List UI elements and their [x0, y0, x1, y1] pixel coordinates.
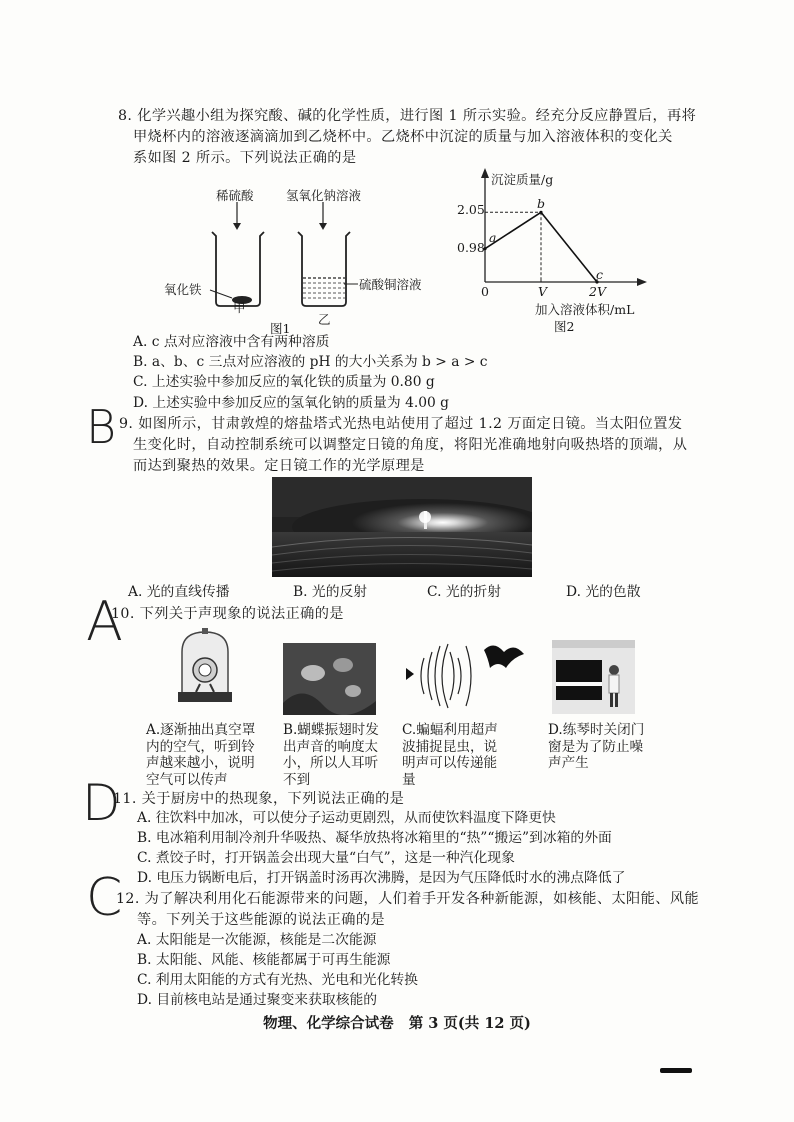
q10-handwritten-answer: A [86, 590, 123, 653]
bell-jar-image [170, 626, 240, 708]
chart-caption: 图2 [554, 319, 575, 334]
label-dilute-sulfuric-acid: 稀硫酸 [216, 188, 254, 203]
data-point-b [539, 211, 542, 214]
point-label-c: c [596, 267, 604, 282]
chart-xlabel: 加入溶液体积/mL [535, 302, 635, 317]
q8-line-1: 8. 化学兴趣小组为探究酸、碱的化学性质，进行图 1 所示实验。经充分反应静置后，再将 [118, 108, 697, 124]
figure-2-chart [455, 164, 695, 340]
q10-option-a-line: 内的空气，听到铃 [146, 738, 255, 755]
q9-line-3: 而达到聚热的效果。定日镜工作的光学原理是 [133, 458, 425, 474]
q11-handwritten-answer: D [82, 774, 121, 832]
solar-plant-photo [272, 477, 532, 577]
piano-photo [552, 640, 635, 714]
y-tick-0.98: 0.98 [457, 240, 485, 255]
label-jia: 甲 [233, 300, 246, 315]
q10-option-a [146, 722, 255, 788]
q11-stem: 11. 关于厨房中的热现象，下列说法正确的是 [113, 791, 405, 807]
x-tick-0: 0 [481, 284, 489, 299]
q10-option-d [548, 722, 644, 772]
q11-option-b: B. 电冰箱利用制冷剂升华吸热、凝华放热将冰箱里的“热”“搬运”到冰箱的外面 [137, 830, 612, 846]
q10-option-d-line: D.练琴时关闭门 [548, 722, 645, 738]
bat-ultrasound-image [398, 638, 528, 716]
figure-1-beakers [160, 182, 422, 342]
q8-option-d: D. 上述实验中参加反应的氢氧化钠的质量为 4.00 g [133, 395, 450, 411]
series-segment [541, 212, 597, 282]
q10-option-a-line: A.逐渐抽出真空罩 [146, 722, 256, 738]
q11-option-d: D. 电压力锅断电后，打开锅盖时汤再次沸腾，是因为气压降低时水的沸点降低了 [137, 870, 626, 886]
q10-option-c-line: 明声可以传递能 [402, 755, 498, 771]
q11-option-a: A. 往饮料中加冰，可以使分子运动更剧烈，从而使饮料温度下降更快 [137, 810, 556, 826]
label-sodium-hydroxide: 氢氧化钠溶液 [286, 188, 362, 203]
heliostat-field-image [272, 477, 532, 577]
figure-1-caption: 图1 [270, 321, 291, 336]
q10-option-b [283, 722, 379, 788]
q12-option-b: B. 太阳能、风能、核能都属于可再生能源 [137, 952, 391, 968]
y-tick-2.05: 2.05 [457, 202, 485, 217]
q9-line-1: 9. 如图所示，甘肃敦煌的熔盐塔式光热电站使用了超过 1.2 万面定日镜。当太阳位置发 [119, 416, 683, 432]
q10-option-b-line: 小，所以人耳听 [283, 755, 379, 771]
q9-option-b: B. 光的反射 [293, 584, 368, 600]
bell-jar-drawing [170, 626, 240, 708]
q10-option-a-line: 声越来越小，说明 [146, 755, 255, 771]
label-copper-sulfate: 硫酸铜溶液 [359, 277, 422, 292]
q8-option-a: A. c 点对应溶液中含有两种溶质 [133, 334, 330, 350]
beakers-diagram [160, 182, 390, 342]
q10-option-c-line: C.蝙蝠利用超声 [402, 722, 498, 738]
page-footer: 物理、化学综合试卷 第 3 页(共 12 页) [263, 1015, 531, 1032]
q12-option-d: D. 目前核电站是通过聚变来获取核能的 [137, 992, 378, 1008]
x-tick-2V: 2V [589, 284, 606, 299]
butterfly-photo [283, 643, 376, 715]
butterfly-image [283, 643, 376, 715]
q12-line-2: 等。下列关于这些能源的说法正确的是 [137, 912, 385, 928]
q12-line-1: 12. 为了解决利用化石能源带来的问题，人们着手开发各种新能源，如核能、太阳能、风能 [116, 891, 700, 907]
piano-practice-image [552, 640, 635, 714]
q10-option-b-line: B.蝴蝶振翅时发 [283, 722, 379, 738]
q10-stem: 10. 下列关于声现象的说法正确的是 [111, 606, 344, 622]
label-iron-oxide: 氧化铁 [164, 282, 202, 297]
q8-line-2: 甲烧杯内的溶液逐滴滴加到乙烧杯中。乙烧杯中沉淀的质量与加入溶液体积的变化关 [133, 129, 673, 145]
chart-ylabel: 沉淀质量/g [491, 172, 554, 187]
q10-option-d-line: 窗是为了防止噪 [548, 738, 644, 755]
q10-option-a-line: 空气可以传声 [146, 771, 228, 788]
page-mark [660, 1068, 692, 1073]
bat-waves-drawing [398, 638, 528, 716]
q9-line-2: 生变化时，自动控制系统可以调整定日镜的角度，将阳光准确地射向吸热塔的顶端，从 [133, 437, 688, 453]
q9-option-c: C. 光的折射 [427, 584, 502, 600]
q10-option-c [402, 722, 498, 788]
q12-option-c: C. 利用太阳能的方式有光热、光电和光化转换 [137, 972, 418, 988]
q9-option-d: D. 光的色散 [566, 584, 641, 600]
point-label-b: b [537, 196, 546, 211]
q10-option-b-line: 不到 [283, 771, 311, 788]
q11-option-c: C. 煮饺子时，打开锅盖会出现大量“白气”，这是一种汽化现象 [137, 850, 515, 866]
q8-line-3: 系如图 2 所示。下列说法正确的是 [133, 150, 357, 166]
label-yi: 乙 [318, 312, 331, 327]
q9-option-a: A. 光的直线传播 [128, 584, 230, 600]
q10-option-d-line: 声产生 [548, 755, 589, 771]
q10-option-c-line: 量 [402, 771, 416, 788]
q12-handwritten-answer: C [86, 868, 123, 928]
q8-option-b: B. a、b、c 三点对应溶液的 pH 的大小关系为 b > a > c [133, 354, 488, 370]
q8-option-c: C. 上述实验中参加反应的氧化铁的质量为 0.80 g [133, 374, 435, 390]
q10-option-c-line: 波捕捉昆虫，说 [402, 738, 498, 755]
point-label-a: a [489, 230, 497, 245]
q10-option-b-line: 出声音的响度太 [283, 738, 379, 755]
q12-option-a: A. 太阳能是一次能源，核能是二次能源 [137, 932, 377, 948]
x-tick-V: V [538, 284, 548, 299]
q9-handwritten-answer: B [86, 400, 117, 454]
